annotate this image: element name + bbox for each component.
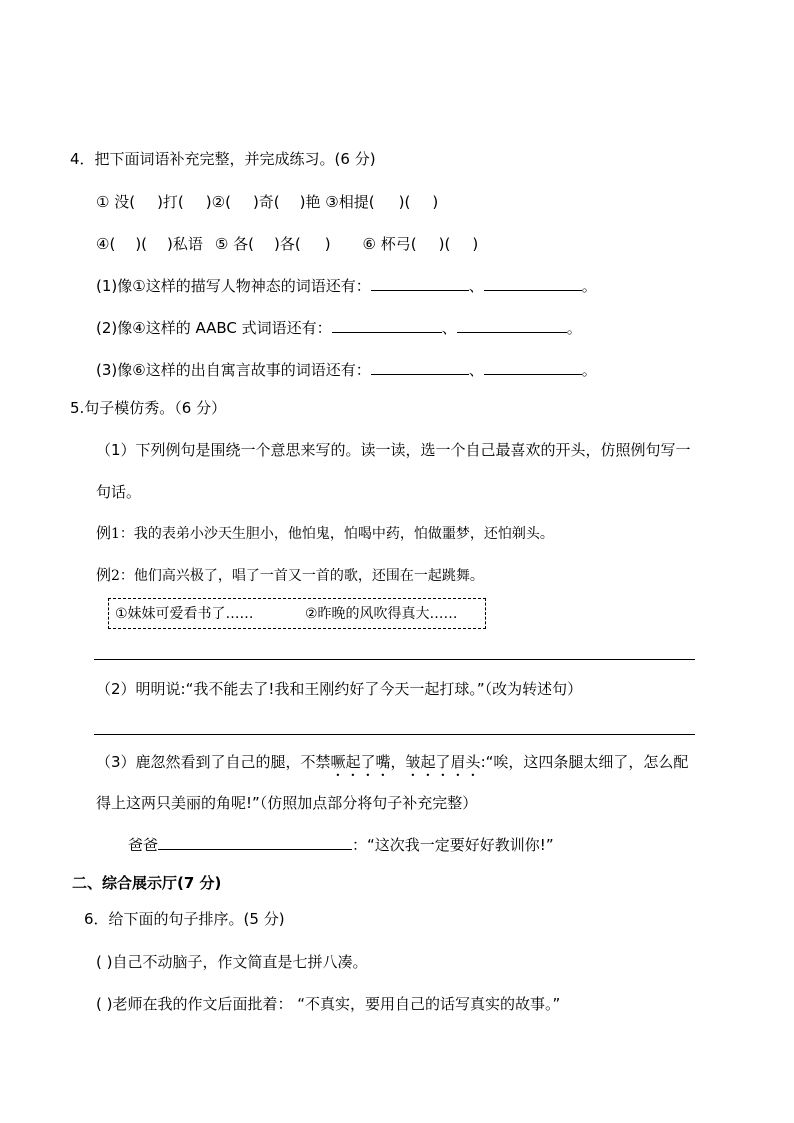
word-5c: ): [324, 235, 331, 253]
s2-rest: 我和王刚约好了今天一起打球。”（改为转述句）: [274, 680, 583, 698]
fill-excl: !: [539, 836, 546, 854]
order-blank[interactable]: ( ): [96, 953, 113, 971]
item-text: 老师在我的作文后面批着： “不真实，要用自己的话写真实的故事。”: [112, 995, 561, 1013]
word-4c: )私语: [167, 235, 203, 253]
q4-row2: [96, 234, 478, 254]
word-1b: )打(: [157, 193, 184, 211]
answer-blank[interactable]: [371, 276, 469, 291]
word-3b: )(: [398, 193, 411, 211]
s3-dotted: 噘起了嘴，皱起了眉头: [330, 753, 481, 771]
s2-pre: （2）明明说: [96, 680, 181, 698]
sub2-label: (2)像④这样的 AABC 式词语还有：: [96, 319, 332, 337]
q5-s1-line1: （1）下列例句是围绕一个意思来写的。读一读，选一个自己最喜欢的开头，仿照例句写一: [96, 441, 691, 459]
s2-excl: !: [268, 680, 275, 698]
word-4a: ④(: [96, 235, 116, 253]
item-text: 自己不动脑子，作文简直是七拼八凑。: [112, 953, 368, 971]
q5-s2: [96, 679, 582, 699]
example-label: 例: [96, 524, 112, 542]
word-5a: ⑤ 各(: [214, 235, 254, 253]
fill-post: ：“这次我一定要好好教训你: [352, 836, 540, 854]
answer-line-2[interactable]: [94, 734, 695, 735]
s2-quote: “我不能去了: [185, 680, 269, 698]
s2-colon: :: [180, 680, 186, 698]
q4-sub2: [96, 318, 582, 338]
section-2-title: 二、综合展示厅(7 分): [72, 874, 222, 892]
sub1-label: (1)像①这样的描写人物神态的词语还有：: [96, 277, 371, 295]
answer-blank[interactable]: [158, 835, 352, 850]
answer-blank[interactable]: [484, 276, 582, 291]
q5-s3-line1: [96, 752, 688, 780]
example-text: 1：我的表弟小沙天生胆小，他怕鬼，怕喝中药，怕做噩梦，还怕剃头。: [111, 526, 554, 542]
s3-pre: （3）鹿忽然看到了自己的腿，不禁: [96, 753, 331, 771]
q4-title: 4．把下面词语补充完整，并完成练习。(6 分): [70, 150, 376, 168]
sep: 、: [468, 277, 484, 295]
choice-box: [108, 598, 486, 629]
q6-item-1: [96, 952, 368, 972]
q4-row1: [96, 192, 438, 212]
choice-b: ②昨晚的风吹得真大……: [305, 606, 458, 622]
word-6a: ⑥ 杯弓(: [362, 235, 417, 253]
word-6c: ): [472, 235, 479, 253]
example-1: [96, 523, 554, 544]
end-mark: 。: [581, 361, 597, 379]
answer-blank[interactable]: [484, 360, 582, 375]
q5-title: 5.句子模仿秀。（6 分）: [70, 399, 227, 417]
example-2: [96, 565, 484, 586]
choice-a: ①妹妹可爱看书了……: [115, 606, 254, 622]
q4-sub1: [96, 276, 597, 296]
s3-post: :“唉，这四条腿太细了，怎么配: [480, 753, 689, 771]
q5-s1-line2: 句话。: [96, 483, 142, 501]
word-4b: )(: [135, 235, 148, 253]
word-6b: )(: [438, 235, 451, 253]
q5-s3-fill: [128, 835, 554, 855]
answer-blank[interactable]: [371, 360, 469, 375]
example-label: 例: [96, 566, 112, 584]
sub3-label: (3)像⑥这样的出自寓言故事的词语还有：: [96, 361, 371, 379]
q4-sub3: [96, 360, 597, 380]
word-5b: )各(: [273, 235, 301, 253]
word-1a: ① 没(: [96, 193, 136, 211]
fill-end: ”: [545, 836, 554, 854]
q6-title: 6．给下面的句子排序。(5 分): [84, 910, 285, 928]
sep: 、: [468, 361, 484, 379]
word-2b: )奇(: [252, 193, 280, 211]
end-mark: 。: [581, 277, 597, 295]
word-3a: )艳 ③相提(: [299, 193, 375, 211]
example-text: 2：他们高兴极了，唱了一首又一首的歌，还围在一起跳舞。: [111, 568, 484, 584]
end-mark: 。: [566, 319, 582, 337]
sep: 、: [441, 319, 457, 337]
word-2a: )②(: [205, 193, 231, 211]
word-3c: ): [432, 193, 439, 211]
fill-pre: 爸爸: [128, 836, 159, 854]
order-blank[interactable]: ( ): [96, 995, 113, 1013]
answer-blank[interactable]: [332, 318, 442, 333]
q6-item-2: [96, 994, 560, 1014]
answer-line-1[interactable]: [94, 659, 695, 660]
q5-s3-line2: 得上这两只美丽的角呢!”（仿照加点部分将句子补充完整）: [96, 794, 478, 812]
answer-blank[interactable]: [457, 318, 567, 333]
